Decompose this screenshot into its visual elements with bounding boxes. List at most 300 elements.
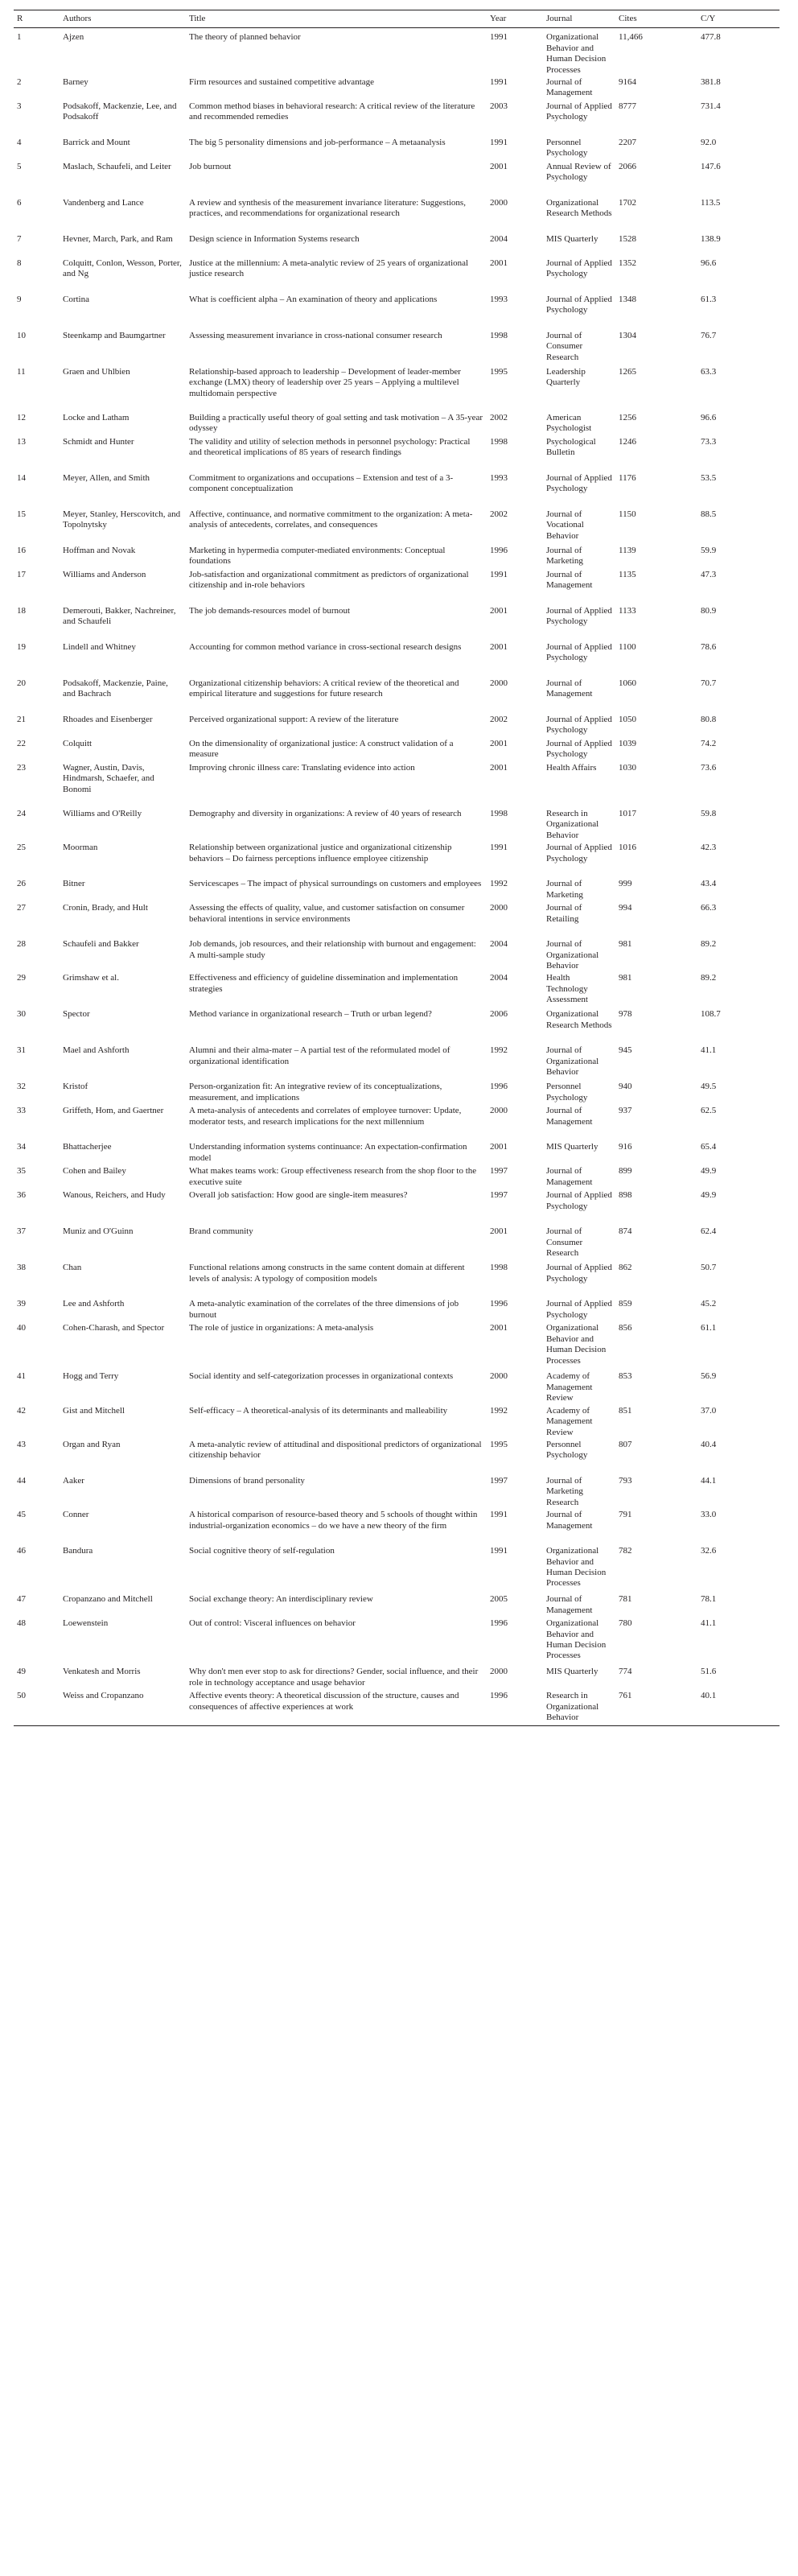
cites-cell: 916 <box>619 1142 632 1152</box>
rank-cell: 22 <box>17 739 26 749</box>
year-cell: 1997 <box>490 1166 508 1177</box>
title-cell: Servicescapes – The impact of physical surroundings on customers and employees <box>189 879 482 889</box>
cites-per-year-cell: 42.3 <box>701 843 717 853</box>
cites-per-year-cell: 96.6 <box>701 413 717 423</box>
title-cell: Functional relations among constructs in the same content domain at different levels of analysis: A typology of composition models <box>189 1263 465 1284</box>
year-cell: 1992 <box>490 1405 508 1416</box>
title-cell: Building a practically useful theory of goal setting and task motivation – A 35-year odyssey <box>189 413 483 434</box>
cites-cell: 940 <box>619 1082 632 1092</box>
title-cell: Social cognitive theory of self-regulation <box>189 1546 335 1556</box>
authors-cell: Podsakoff, Mackenzie, Lee, and Podsakoff <box>63 101 177 122</box>
journal-cell: Journal of Management <box>546 1166 593 1187</box>
journal-cell: Journal of Applied Psychology <box>546 1190 612 1211</box>
year-cell: 2000 <box>490 1106 508 1116</box>
authors-cell: Conner <box>63 1510 89 1520</box>
table-row <box>14 329 779 365</box>
cites-cell: 999 <box>619 879 632 889</box>
table-row <box>14 365 779 411</box>
journal-cell: Journal of Applied Psychology <box>546 843 612 863</box>
journal-cell: MIS Quarterly <box>546 1667 598 1677</box>
journal-cell: American Psychologist <box>546 413 592 434</box>
title-cell: Brand community <box>189 1226 253 1237</box>
cites-per-year-cell: 147.6 <box>701 162 721 172</box>
table-row <box>14 233 779 257</box>
journal-cell: Health Affairs <box>546 763 597 773</box>
cites-per-year-cell: 41.1 <box>701 1045 717 1056</box>
cites-per-year-cell: 45.2 <box>701 1299 717 1309</box>
cites-cell: 1150 <box>619 509 636 520</box>
title-cell: Job demands, job resources, and their relationship with burnout and engagement: A multi-sample study <box>189 939 476 960</box>
year-cell: 1996 <box>487 1689 543 1725</box>
year-cell: 1991 <box>490 1546 508 1556</box>
title-cell: Assessing the effects of quality, value, and customer satisfaction on consumer behavioral intentions in service environments <box>189 903 465 924</box>
journal-cell: Organizational Behavior and Human Decision Processes <box>546 32 607 75</box>
table-row <box>14 472 779 508</box>
authors-cell: Maslach, Schaufeli, and Leiter <box>63 162 171 172</box>
authors-cell: Weiss and Cropanzano <box>60 1689 186 1725</box>
table-row <box>14 1080 779 1104</box>
table-row <box>14 604 779 641</box>
table-row <box>14 1297 779 1321</box>
table-row <box>14 1404 779 1438</box>
rank-cell: 34 <box>17 1142 26 1152</box>
year-cell: 2001 <box>490 606 508 616</box>
cites-cell: 1017 <box>619 809 636 819</box>
authors-cell: Schaufeli and Bakker <box>63 939 139 950</box>
table-row <box>14 737 779 761</box>
cites-cell: 782 <box>619 1546 632 1556</box>
journal-cell: Psychological Bulletin <box>546 437 596 458</box>
journal-cell: MIS Quarterly <box>546 1142 598 1152</box>
title-cell: What is coefficient alpha – An examination of theory and applications <box>189 295 438 305</box>
title-cell: Dimensions of brand personality <box>189 1475 305 1486</box>
year-cell: 2001 <box>490 162 508 172</box>
cites-per-year-cell: 381.8 <box>701 77 721 88</box>
journal-cell: Journal of Consumer Research <box>546 1226 583 1259</box>
year-cell: 2000 <box>490 903 508 913</box>
journal-cell: Journal of Retailing <box>546 903 582 924</box>
authors-cell: Lee and Ashforth <box>63 1299 125 1309</box>
authors-cell: Locke and Latham <box>63 413 130 423</box>
year-cell: 1991 <box>490 77 508 88</box>
journal-cell: Journal of Marketing <box>546 879 583 900</box>
title-cell: Affective events theory: A theoretical discussion of the structure, causes and consequences of affective experiences at work <box>186 1689 487 1725</box>
header-cites: Cites <box>615 10 697 28</box>
cites-per-year-cell: 108.7 <box>701 1009 721 1020</box>
authors-cell: Cohen-Charash, and Spector <box>63 1323 165 1333</box>
year-cell: 2006 <box>490 1009 508 1020</box>
rank-cell: 5 <box>17 162 22 172</box>
cites-per-year-cell: 62.5 <box>701 1106 717 1116</box>
table-row <box>14 544 779 568</box>
year-cell: 2002 <box>490 715 508 725</box>
authors-cell: Mael and Ashforth <box>63 1045 130 1056</box>
cites-per-year-cell: 73.6 <box>701 763 717 773</box>
year-cell: 2002 <box>490 509 508 520</box>
rank-cell: 50 <box>14 1689 60 1725</box>
table-row <box>14 28 779 76</box>
cites-per-year-cell: 65.4 <box>701 1142 717 1152</box>
cites-per-year-cell: 89.2 <box>701 973 717 983</box>
table-row <box>14 160 779 196</box>
title-cell: Demography and diversity in organizations: A review of 40 years of research <box>189 809 462 819</box>
title-cell: Affective, continuance, and normative commitment to the organization: A meta-analysis of antecedents, correlates, and consequences <box>189 509 473 530</box>
cites-cell: 1348 <box>619 295 636 305</box>
title-cell: Social exchange theory: An interdisciplinary review <box>189 1594 373 1605</box>
authors-cell: Lindell and Whitney <box>63 642 136 653</box>
table-row <box>14 641 779 677</box>
cites-cell: 11,466 <box>619 32 643 43</box>
title-cell: Assessing measurement invariance in cross-national consumer research <box>189 331 442 341</box>
rank-cell: 19 <box>17 642 26 653</box>
title-cell: The validity and utility of selection methods in personnel psychology: Practical and theoretical implications of 85 years of research findings <box>189 437 471 458</box>
rank-cell: 9 <box>17 295 22 305</box>
journal-cell: Journal of Applied Psychology <box>546 1263 612 1284</box>
title-cell: Relationship-based approach to leadership – Development of leader-member exchange (LMX) theory of leadership over 25 years – Applying a multilevel multidomain perspective <box>189 367 461 398</box>
year-cell: 1995 <box>490 367 508 377</box>
cites-cell: 874 <box>619 1226 632 1237</box>
journal-cell: Journal of Management <box>546 1594 593 1615</box>
cites-cell: 981 <box>619 973 632 983</box>
rank-cell: 38 <box>17 1263 26 1273</box>
table-row <box>14 1438 779 1474</box>
authors-cell: Aaker <box>63 1475 84 1486</box>
title-cell: Marketing in hypermedia computer-mediated environments: Conceptual foundations <box>189 546 446 567</box>
cites-per-year-cell: 41.1 <box>701 1618 717 1629</box>
rank-cell: 13 <box>17 437 26 447</box>
cites-per-year-cell: 70.7 <box>701 678 717 689</box>
authors-cell: Steenkamp and Baumgartner <box>63 331 166 341</box>
year-cell: 2001 <box>490 739 508 749</box>
journal-cell: Journal of Management <box>546 77 593 98</box>
journal-cell: Academy of Management Review <box>546 1405 593 1437</box>
year-cell: 1997 <box>490 1475 508 1486</box>
authors-cell: Cortina <box>63 295 89 305</box>
cites-cell: 2207 <box>619 138 636 148</box>
cites-cell: 1176 <box>619 473 636 484</box>
title-cell: Alumni and their alma-mater – A partial test of the reformulated model of organizational identification <box>189 1045 450 1066</box>
rank-cell: 33 <box>17 1106 26 1116</box>
journal-cell: Academy of Management Review <box>546 1371 593 1403</box>
cites-cell: 862 <box>619 1263 632 1273</box>
authors-cell: Colquitt, Conlon, Wesson, Porter, and Ng <box>63 258 182 279</box>
year-cell: 1996 <box>490 546 508 556</box>
cites-per-year-cell: 74.2 <box>701 739 717 749</box>
cites-cell: 807 <box>619 1439 632 1449</box>
journal-cell: MIS Quarterly <box>546 234 598 245</box>
table-row <box>14 1474 779 1508</box>
title-cell: A meta-analytic review of attitudinal and dispositional predictors of organizational citizenship behavior <box>189 1439 482 1461</box>
table-row <box>14 411 779 435</box>
authors-cell: Bandura <box>63 1546 93 1556</box>
journal-cell: Journal of Organizational Behavior <box>546 939 599 971</box>
cites-per-year-cell: 56.9 <box>701 1371 717 1382</box>
header-row <box>14 10 779 28</box>
cites-cell: 781 <box>619 1594 632 1605</box>
year-cell: 1996 <box>490 1618 508 1629</box>
cites-cell: 1030 <box>619 763 636 773</box>
table-row <box>14 1164 779 1189</box>
rank-cell: 15 <box>17 509 26 520</box>
table-row <box>14 196 779 233</box>
year-cell: 1998 <box>490 331 508 341</box>
rank-cell: 8 <box>17 258 22 269</box>
table-row <box>14 1544 779 1593</box>
rank-cell: 42 <box>17 1405 26 1416</box>
table-row <box>14 1044 779 1080</box>
title-cell: Common method biases in behavioral research: A critical review of the literature and recommended remedies <box>189 101 475 122</box>
cites-per-year-cell: 88.5 <box>701 509 717 520</box>
year-cell: 2000 <box>490 678 508 689</box>
authors-cell: Gist and Mitchell <box>63 1405 125 1416</box>
authors-cell: Meyer, Stanley, Herscovitch, and Topolnytsky <box>63 509 181 530</box>
table-row <box>14 971 779 1008</box>
year-cell: 2001 <box>490 1323 508 1333</box>
year-cell: 2002 <box>490 413 508 423</box>
cites-per-year-cell: 61.3 <box>701 295 717 305</box>
authors-cell: Muniz and O'Guinn <box>63 1226 134 1237</box>
cites-per-year-cell: 62.4 <box>701 1226 717 1237</box>
rank-cell: 47 <box>17 1594 26 1605</box>
title-cell: Perceived organizational support: A review of the literature <box>189 715 399 725</box>
year-cell: 1991 <box>490 138 508 148</box>
rank-cell: 2 <box>17 77 22 88</box>
cites-per-year-cell: 78.6 <box>701 642 717 653</box>
cites-per-year-cell: 47.3 <box>701 570 717 580</box>
year-cell: 1998 <box>490 809 508 819</box>
rank-cell: 41 <box>17 1371 26 1382</box>
journal-cell: Health Technology Assessment <box>546 973 588 1005</box>
year-cell: 1998 <box>490 437 508 447</box>
title-cell: The role of justice in organizations: A meta-analysis <box>189 1323 374 1333</box>
table-row <box>14 1689 779 1725</box>
table-row <box>14 1225 779 1261</box>
cites-cell: 1100 <box>619 642 636 653</box>
journal-cell: Journal of Applied Psychology <box>546 101 612 122</box>
cites-cell: 994 <box>619 903 632 913</box>
rank-cell: 24 <box>17 809 26 819</box>
year-cell: 1997 <box>490 1190 508 1201</box>
title-cell: A meta-analysis of antecedents and correlates of employee turnover: Update, moderator tests, and research implications for the next millennium <box>189 1106 462 1127</box>
rank-cell: 21 <box>17 715 26 725</box>
cites-per-year-cell: 80.8 <box>701 715 717 725</box>
journal-cell: Journal of Applied Psychology <box>546 473 612 494</box>
cites-cell: 1304 <box>619 331 636 341</box>
rank-cell: 29 <box>17 973 26 983</box>
authors-cell: Cropanzano and Mitchell <box>63 1594 153 1605</box>
cites-cell: 853 <box>619 1371 632 1382</box>
cites-per-year-cell: 49.5 <box>701 1082 717 1092</box>
cites-cell: 1528 <box>619 234 636 245</box>
rank-cell: 46 <box>17 1546 26 1556</box>
rank-cell: 30 <box>17 1009 26 1020</box>
authors-cell: Spector <box>63 1009 90 1020</box>
rank-cell: 14 <box>17 473 26 484</box>
table-row <box>14 257 779 293</box>
year-cell: 1993 <box>490 473 508 484</box>
table-row <box>14 1593 779 1617</box>
rank-cell: 28 <box>17 939 26 950</box>
authors-cell: Meyer, Allen, and Smith <box>63 473 150 484</box>
table-row <box>14 938 779 971</box>
cites-cell: 1060 <box>619 678 636 689</box>
year-cell: 2004 <box>490 939 508 950</box>
journal-cell: Organizational Behavior and Human Decision Processes <box>546 1618 607 1661</box>
title-cell: Justice at the millennium: A meta-analytic review of 25 years of organizational justice research <box>189 258 469 279</box>
year-cell: 2003 <box>490 101 508 112</box>
cites-per-year-cell: 51.6 <box>701 1667 717 1677</box>
table-row <box>14 508 779 544</box>
table-row <box>14 901 779 938</box>
cites-per-year-cell: 92.0 <box>701 138 717 148</box>
cites-cell: 981 <box>619 939 632 950</box>
cites-per-year-cell: 40.4 <box>701 1439 717 1449</box>
authors-cell: Hoffman and Novak <box>63 546 136 556</box>
cites-cell: 1246 <box>619 437 636 447</box>
year-cell: 1991 <box>490 32 508 43</box>
authors-cell: Grimshaw et al. <box>63 973 119 983</box>
authors-cell: Demerouti, Bakker, Nachreiner, and Schaufeli <box>63 606 176 627</box>
authors-cell: Williams and O'Reilly <box>63 809 142 819</box>
authors-cell: Graen and Uhlbien <box>63 367 130 377</box>
rank-cell: 20 <box>17 678 26 689</box>
rank-cell: 40 <box>17 1323 26 1333</box>
header-year: Year <box>487 10 543 28</box>
authors-cell: Hevner, March, Park, and Ram <box>63 234 173 245</box>
cites-per-year-cell: 33.0 <box>701 1510 717 1520</box>
title-cell: Overall job satisfaction: How good are single-item measures? <box>189 1190 408 1201</box>
cites-per-year-cell: 113.5 <box>701 198 721 208</box>
journal-cell: Journal of Vocational Behavior <box>546 509 584 541</box>
rank-cell: 43 <box>17 1439 26 1449</box>
authors-cell: Barrick and Mount <box>63 138 130 148</box>
header-title: Title <box>186 10 487 28</box>
rank-cell: 12 <box>17 413 26 423</box>
journal-cell: Journal of Management <box>546 1106 593 1127</box>
journal-cell: Annual Review of Psychology <box>546 162 611 183</box>
year-cell: 1991 <box>490 843 508 853</box>
journal-cell: Journal of Organizational Behavior <box>546 1045 599 1078</box>
year-cell: 1991 <box>490 1510 508 1520</box>
citation-table <box>14 10 779 1726</box>
rank-cell: 6 <box>17 198 22 208</box>
title-cell: The big 5 personality dimensions and job-performance – A metaanalysis <box>189 138 446 148</box>
journal-cell: Journal of Applied Psychology <box>546 606 612 627</box>
title-cell: A historical comparison of resource-based theory and 5 schools of thought within industrial-organization economics – do we have a new theory of the firm <box>189 1510 478 1531</box>
rank-cell: 26 <box>17 879 26 889</box>
rank-cell: 16 <box>17 546 26 556</box>
cites-per-year-cell: 73.3 <box>701 437 717 447</box>
cites-cell: 1016 <box>619 843 636 853</box>
rank-cell: 39 <box>17 1299 26 1309</box>
cites-per-year-cell: 96.6 <box>701 258 717 269</box>
title-cell: Design science in Information Systems research <box>189 234 360 245</box>
rank-cell: 25 <box>17 843 26 853</box>
cites-cell: 937 <box>619 1106 632 1116</box>
table-row <box>14 1508 779 1544</box>
header-journal: Journal <box>543 10 615 28</box>
rank-cell: 11 <box>17 367 26 377</box>
table-row <box>14 841 779 877</box>
title-cell: Self-efficacy – A theoretical-analysis of its determinants and malleability <box>189 1405 448 1416</box>
year-cell: 2001 <box>490 258 508 269</box>
cites-per-year-cell: 59.9 <box>701 546 717 556</box>
title-cell: The theory of planned behavior <box>189 32 301 43</box>
title-cell: Why don't men ever stop to ask for directions? Gender, social influence, and their role in technology acceptance and usage behavior <box>189 1667 479 1688</box>
cites-cell: 899 <box>619 1166 632 1177</box>
authors-cell: Organ and Ryan <box>63 1439 121 1449</box>
rank-cell: 10 <box>17 331 26 341</box>
journal-cell: Journal of Management <box>546 1510 593 1531</box>
rank-cell: 44 <box>17 1475 26 1486</box>
journal-cell: Journal of Consumer Research <box>546 331 583 362</box>
authors-cell: Rhoades and Eisenberger <box>63 715 153 725</box>
cites-cell: 791 <box>619 1510 632 1520</box>
year-cell: 2005 <box>490 1594 508 1605</box>
cites-cell: 1702 <box>619 198 636 208</box>
year-cell: 2000 <box>490 1667 508 1677</box>
journal-cell: Journal of Management <box>546 678 593 699</box>
cites-per-year-cell: 477.8 <box>701 32 721 43</box>
table-row <box>14 713 779 737</box>
year-cell: 1991 <box>490 570 508 580</box>
journal-cell: Organizational Research Methods <box>546 1009 612 1030</box>
year-cell: 1993 <box>490 295 508 305</box>
rank-cell: 36 <box>17 1190 26 1201</box>
rank-cell: 7 <box>17 234 22 245</box>
table-row <box>14 1261 779 1297</box>
authors-cell: Bitner <box>63 879 85 889</box>
cites-per-year-cell: 138.9 <box>701 234 721 245</box>
rank-cell: 4 <box>17 138 22 148</box>
rank-cell: 18 <box>17 606 26 616</box>
authors-cell: Hogg and Terry <box>63 1371 119 1382</box>
cites-cell: 859 <box>619 1299 632 1309</box>
cites-cell: 761 <box>615 1689 697 1725</box>
cites-per-year-cell: 50.7 <box>701 1263 717 1273</box>
journal-cell: Organizational Behavior and Human Decision Processes <box>546 1546 607 1589</box>
cites-cell: 851 <box>619 1405 632 1416</box>
table-row <box>14 1617 779 1665</box>
journal-cell: Organizational Research Methods <box>546 198 612 219</box>
rank-cell: 3 <box>17 101 22 112</box>
cites-per-year-cell: 43.4 <box>701 879 717 889</box>
authors-cell: Kristof <box>63 1082 88 1092</box>
year-cell: 2004 <box>490 973 508 983</box>
rank-cell: 31 <box>17 1045 26 1056</box>
cites-cell: 1133 <box>619 606 636 616</box>
cites-per-year-cell: 37.0 <box>701 1405 717 1416</box>
header-rank: R <box>14 10 60 28</box>
year-cell: 2001 <box>490 1142 508 1152</box>
cites-per-year-cell: 63.3 <box>701 367 717 377</box>
title-cell: Out of control: Visceral influences on behavior <box>189 1618 356 1629</box>
year-cell: 2000 <box>490 198 508 208</box>
cites-per-year-cell: 78.1 <box>701 1594 717 1605</box>
cites-cell: 9164 <box>619 77 636 88</box>
cites-cell: 774 <box>619 1667 632 1677</box>
rank-cell: 49 <box>17 1667 26 1677</box>
cites-per-year-cell: 76.7 <box>701 331 717 341</box>
rank-cell: 37 <box>17 1226 26 1237</box>
title-cell: Firm resources and sustained competitive advantage <box>189 77 375 88</box>
authors-cell: Wanous, Reichers, and Hudy <box>63 1190 166 1201</box>
table-row <box>14 1104 779 1140</box>
cites-per-year-cell: 61.1 <box>701 1323 717 1333</box>
cites-per-year-cell: 40.1 <box>697 1689 779 1725</box>
journal-cell: Journal of Marketing <box>546 546 583 567</box>
authors-cell: Wagner, Austin, Davis, Hindmarsh, Schaefer, and Bonomi <box>63 763 154 794</box>
